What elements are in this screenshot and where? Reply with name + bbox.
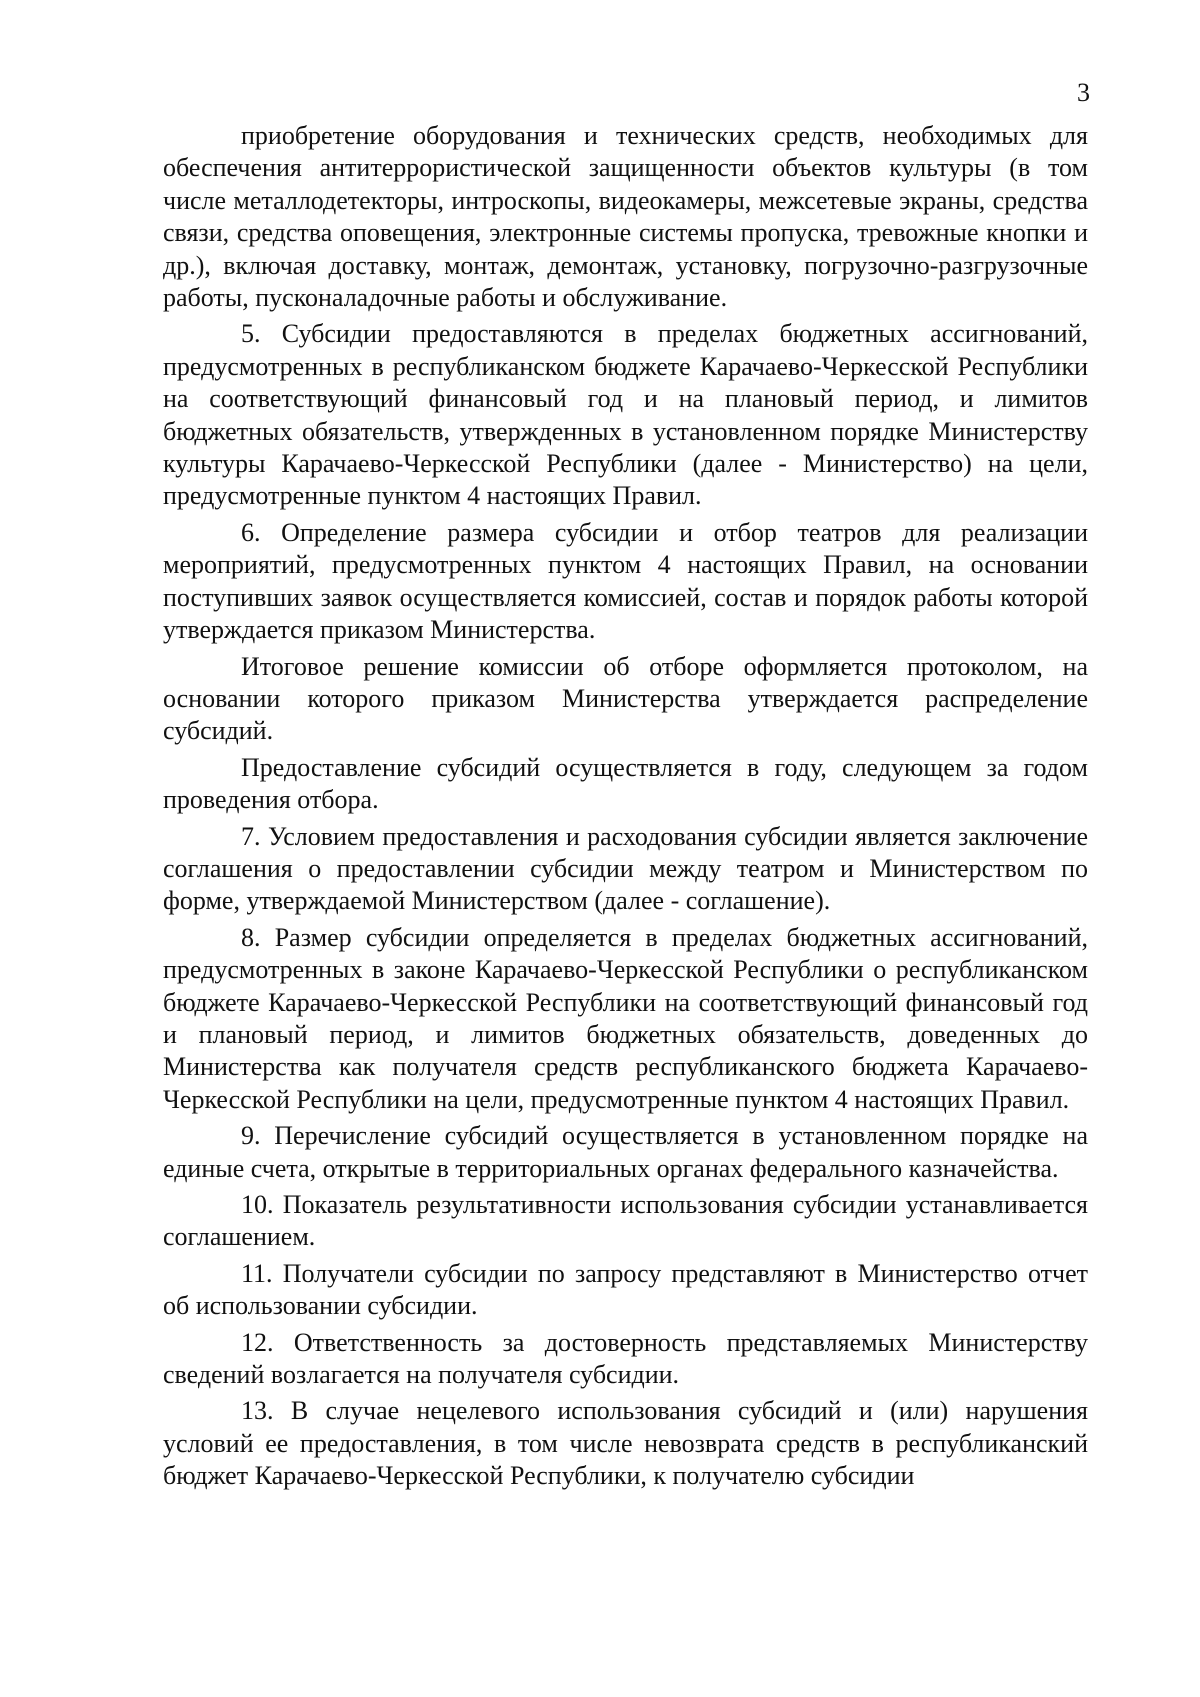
paragraph-12: 12. Ответственность за достоверность представляемых Министерству сведений возлагается на получателя субсидии. xyxy=(163,1327,1088,1390)
paragraph-11: 11. Получатели субсидии по запросу представляют в Министерство отчет об использовании субсидии. xyxy=(163,1258,1088,1321)
paragraph-6-timing: Предоставление субсидий осуществляется в году, следующем за годом проведения отбора. xyxy=(163,752,1088,815)
page-number: 3 xyxy=(1077,78,1090,107)
paragraph-5: 5. Субсидии предоставляются в пределах бюджетных ассигнований, предусмотренных в республиканском бюджете Карачаево-Черкесской Республики на соответствующий финансовый год и на плановый период, и лимитов бюджетных обязательств, утвержденных в установленном порядке Министерству культуры Карачаево-Черкесской Республики (далее - Министерство) на цели, предусмотренные пунктом 4 настоящих Правил. xyxy=(163,319,1088,511)
paragraph-6: 6. Определение размера субсидии и отбор театров для реализации мероприятий, предусмотренных пунктом 4 настоящих Правил, на основании поступивших заявок осуществляется комиссией, состав и порядок работы которой утверждается приказом Министерства. xyxy=(163,517,1088,645)
paragraph-6-decision: Итоговое решение комиссии об отборе оформляется протоколом, на основании которого приказом Министерства утверждается распределение субсидий. xyxy=(163,651,1088,746)
paragraph-9: 9. Перечисление субсидий осуществляется в установленном порядке на единые счета, открытые в территориальных органах федерального казначейства. xyxy=(163,1121,1088,1183)
document-body xyxy=(163,120,1088,1493)
paragraph-8: 8. Размер субсидии определяется в пределах бюджетных ассигнований, предусмотренных в законе Карачаево-Черкесской Республики о республиканском бюджете Карачаево-Черкесской Республики на соответствующий финансовый год и плановый период, и лимитов бюджетных обязательств, доведенных до Министерства как получателя средств республиканского бюджета Карачаево-Черкесской Республики на цели, предусмотренные пунктом 4 настоящих Правил. xyxy=(163,922,1088,1114)
paragraph-10: 10. Показатель результативности использования субсидии устанавливается соглашением. xyxy=(163,1190,1088,1252)
paragraph-4-continuation: приобретение оборудования и технических средств, необходимых для обеспечения антитеррористической защищенности объектов культуры (в том числе металлодетекторы, интроскопы, видеокамеры, межсетевые экраны, средства связи, средства оповещения, электронные системы пропуска, тревожные кнопки и др.), включая доставку, монтаж, демонтаж, установку, погрузочно-разгрузочные работы, пусконаладочные работы и обслуживание. xyxy=(163,121,1088,313)
paragraph-13: 13. В случае нецелевого использования субсидий и (или) нарушения условий ее предоставления, в том числе невозврата средств в республиканский бюджет Карачаево-Черкесской Республики, к получателю субсидии xyxy=(163,1396,1088,1491)
paragraph-7: 7. Условием предоставления и расходования субсидии является заключение соглашения о предоставлении субсидии между театром и Министерством по форме, утверждаемой Министерством (далее - соглашение). xyxy=(163,821,1088,916)
